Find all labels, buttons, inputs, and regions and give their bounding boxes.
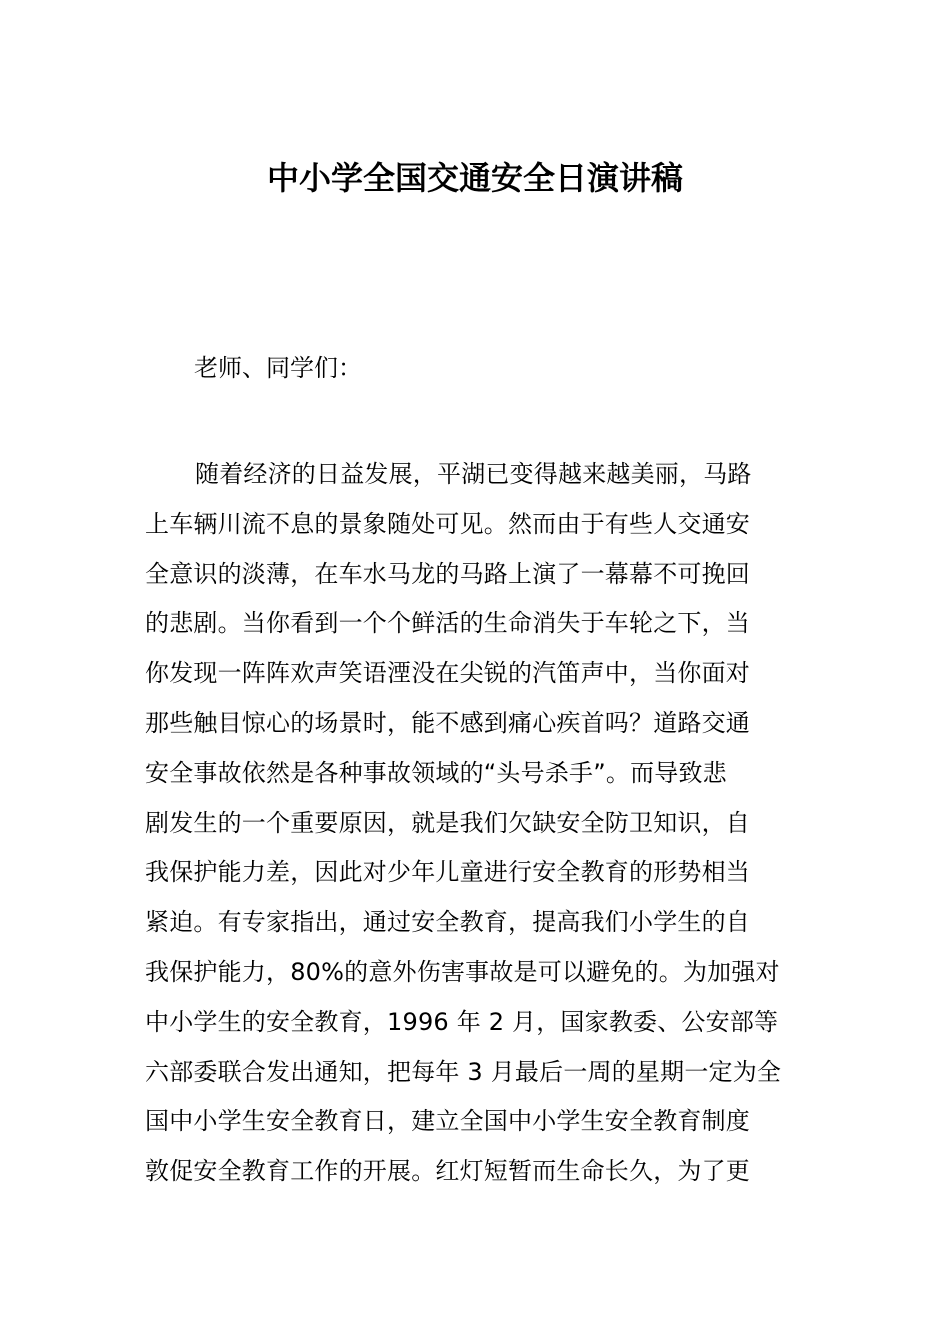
paragraph-line: 六部委联合发出通知，把每年 3 月最后一周的星期一定为全 [145, 1057, 782, 1086]
paragraph-line: 安全事故依然是各种事故领域的“头号杀手”。而导致悲 [145, 758, 727, 787]
paragraph-line: 那些触目惊心的场景时，能不感到痛心疾首吗？道路交通 [145, 708, 750, 737]
paragraph-line: 国中小学生安全教育日，建立全国中小学生安全教育制度 [145, 1107, 750, 1136]
paragraph-line: 的悲剧。当你看到一个个鲜活的生命消失于车轮之下，当 [145, 609, 750, 638]
paragraph-line: 你发现一阵阵欢声笑语湮没在尖锐的汽笛声中，当你面对 [145, 659, 750, 688]
paragraph-line: 剧发生的一个重要原因，就是我们欠缺安全防卫知识，自 [145, 808, 750, 837]
paragraph-line: 上车辆川流不息的景象随处可见。然而由于有些人交通安 [145, 509, 750, 538]
greeting-text: 老师、同学们： [194, 354, 362, 382]
paragraph-line: 紧迫。有专家指出，通过安全教育，提高我们小学生的自 [145, 908, 750, 937]
document-title: 中小学全国交通安全日演讲稿 [266, 159, 683, 197]
paragraph-line: 我保护能力差，因此对少年儿童进行安全教育的形势相当 [145, 858, 750, 887]
paragraph-line: 全意识的淡薄，在车水马龙的马路上演了一幕幕不可挽回 [145, 559, 750, 588]
paragraph-line: 随着经济的日益发展，平湖已变得越来越美丽，马路 [195, 460, 752, 488]
body-paragraph [145, 450, 810, 1197]
paragraph-line: 我保护能力，80%的意外伤害事故是可以避免的。为加强对 [145, 957, 780, 986]
paragraph-line: 敦促安全教育工作的开展。红灯短暂而生命长久，为了更 [145, 1157, 750, 1186]
paragraph-line: 中小学生的安全教育，1996 年 2 月，国家教委、公安部等 [145, 1007, 779, 1036]
